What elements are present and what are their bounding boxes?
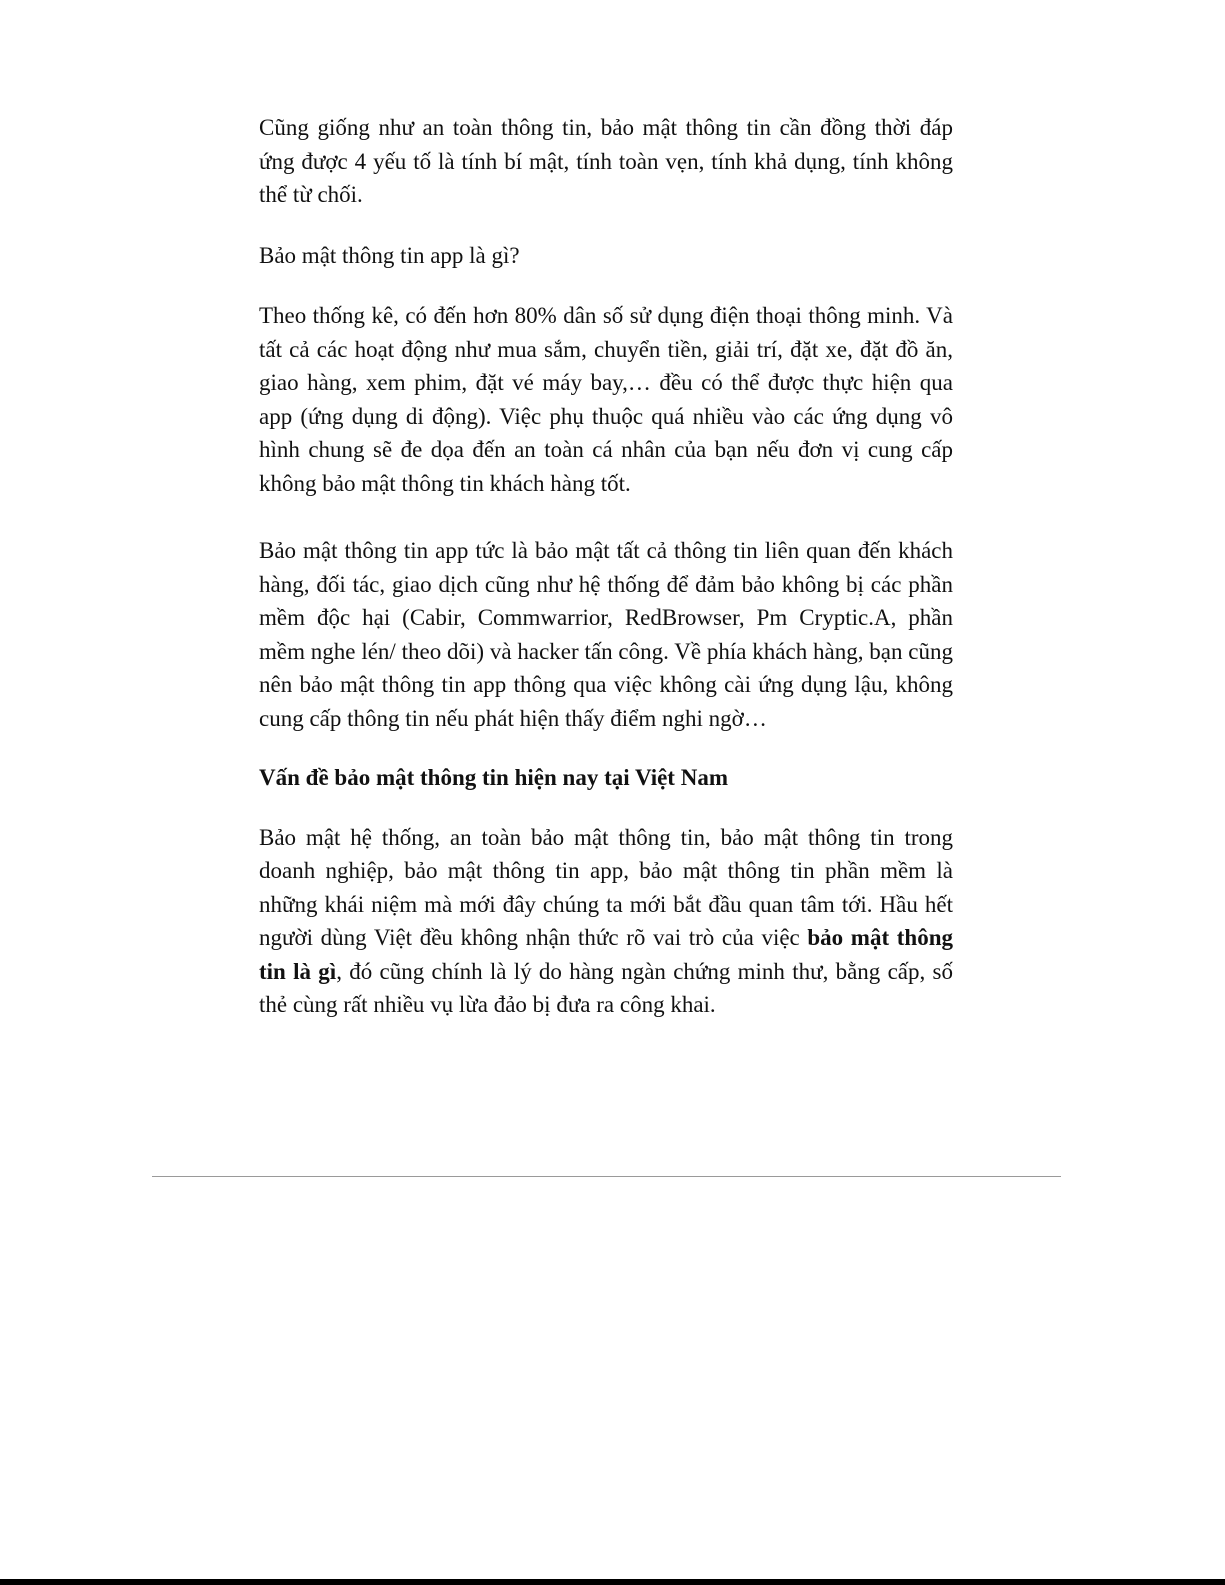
paragraph-security-requirements: Cũng giống như an toàn thông tin, bảo mật thông tin cần đồng thời đáp ứng được 4 yếu tố là tính bí mật, tính toàn vẹn, tính khả dụng, tính không thể từ chối. (259, 115, 953, 207)
bold-phrase: bảo mật thông tin là gì (259, 925, 953, 984)
paragraph-app-security-definition: Bảo mật thông tin app tức là bảo mật tất cả thông tin liên quan đến khách hàng, đối tác, giao dịch cũng như hệ thống để đảm bảo không bị các phần mềm độc hại (Cabir, Commwarrior, RedBrowser, Pm Cryptic.A, phần mềm nghe lén/ theo dõi) và hacker tấn công. Về phía khách hàng, bạn cũng nên bảo mật thông tin app thông qua việc không cài ứng dụng lậu, không cung cấp thông tin nếu phát hiện thấy điểm nghi ngờ… (259, 538, 953, 731)
paragraph-smartphone-statistics: Theo thống kê, có đến hơn 80% dân số sử dụng điện thoại thông minh. Và tất cả các hoạt động như mua sắm, chuyển tiền, giải trí, đặt xe, đặt đồ ăn, giao hàng, xem phim, đặt vé máy bay,… đều có thể được thực hiện qua app (ứng dụng di động). Việc phụ thuộc quá nhiều vào các ứng dụng vô hình chung sẽ đe dọa đến an toàn cá nhân của bạn nếu đơn vị cung cấp không bảo mật thông tin khách hàng tốt. (259, 303, 953, 496)
paragraph-text-end: , đó cũng chính là lý do hàng ngàn chứng minh thư, bằng cấp, số thẻ cùng rất nhiều vụ lừa đảo bị đưa ra công khai. (259, 958, 953, 1017)
subheading-app-security: Bảo mật thông tin app là gì? (259, 242, 520, 268)
heading-security-issues-vietnam: Vấn đề bảo mật thông tin hiện nay tại Việt Nam (259, 765, 728, 790)
document-body (259, 111, 953, 1022)
bottom-edge-bar (0, 1579, 1225, 1585)
paragraph-text-start: Bảo mật hệ thống, an toàn bảo mật thông tin, bảo mật thông tin trong doanh nghiệp, bảo mật thông tin app, bảo mật thông tin phần mềm là những khái niệm mà mới đây chúng ta mới bắt đầu quan tâm tới. Hầu hết người dùng Việt đều không nhận thức rõ vai trò của việc (259, 824, 953, 950)
horizontal-divider (152, 1176, 1061, 1177)
paragraph-security-awareness (259, 821, 953, 1022)
